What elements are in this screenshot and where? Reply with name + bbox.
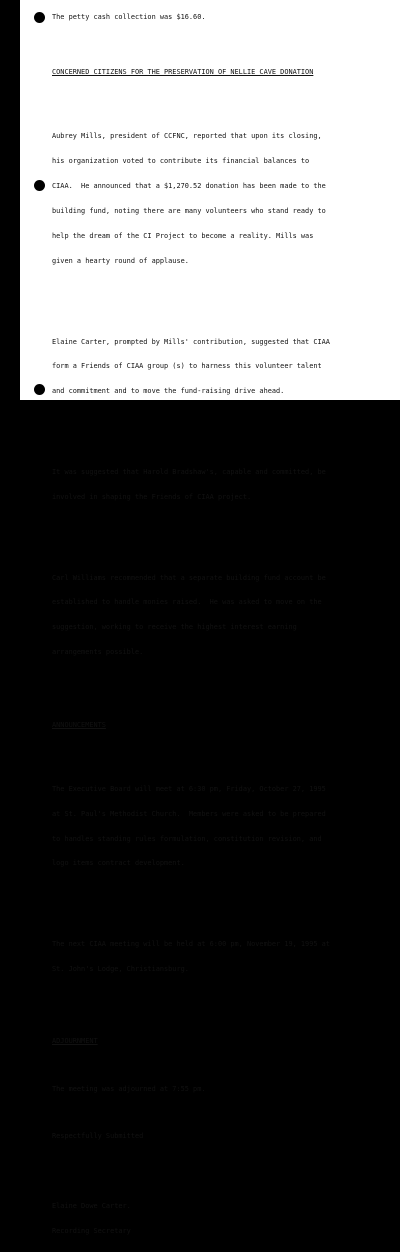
punch-hole-bottom <box>34 384 45 395</box>
paragraph-line: given a hearty round of applause. <box>52 256 189 265</box>
paragraph-line: established to handle monies raised. He was asked to move on the <box>52 598 322 607</box>
paragraph-line: logo items contract development. <box>52 859 185 868</box>
paragraph-williams <box>52 557 392 673</box>
section-heading-announcements: ANNOUNCEMENTS <box>52 720 106 729</box>
paragraph-line: Elaine Carter, prompted by Mills' contribution, suggested that CIAA <box>52 337 330 346</box>
paragraph-line: St. John's Lodge, Christiansburg. <box>52 964 189 973</box>
section-heading-donation: CONCERNED CITIZENS FOR THE PRESERVATION OF NELLIE CAVE DONATION <box>52 68 314 77</box>
paragraph-line: Aubrey Mills, president of CCFNC, reported that upon its closing, <box>52 132 322 141</box>
paragraph-line: suggestion, working to receive the highest interest earning <box>52 623 297 632</box>
paragraph-next-meeting <box>52 923 392 989</box>
paragraph-line: help the dream of the CI Project to become a reality. Mills was <box>52 232 314 241</box>
paragraph-carter-suggestion <box>52 321 392 412</box>
paragraph-line: CIAA. He announced that a $1,270.52 donation has been made to the <box>52 182 326 191</box>
paragraph-line: The Executive Board will meet at 6:30 pm, Friday, October 27, 1995 <box>52 784 326 793</box>
paragraph-bradshaw <box>52 451 392 517</box>
punch-hole-middle <box>34 180 45 191</box>
document-page <box>20 0 400 1236</box>
document-body <box>52 0 392 1252</box>
paragraph-line: building fund, noting there are many volunteers who stand ready to <box>52 207 326 216</box>
section-heading-adjournment: ADJOURNMENT <box>52 1037 98 1046</box>
paragraph-line: to handles standing rules formulation, constitution revision, and <box>52 834 322 843</box>
header-fragment: The petty cash collection was $16.60. <box>52 12 206 21</box>
punch-hole-top <box>34 12 45 23</box>
signer-name: Elaine Dowe Carter. <box>52 1202 131 1211</box>
paragraph-executive-board <box>52 768 392 884</box>
closing-text: Respectfully Submitted <box>52 1132 144 1141</box>
paragraph-line: The next CIAA meeting will be held at 6:00 pm, November 19, 1995 at <box>52 940 330 949</box>
paragraph-line: involved in shaping the Friends of CIAA project. <box>52 492 252 501</box>
paragraph-line: arrangements possible. <box>52 648 144 657</box>
paragraph-line: his organization voted to contribute its financial balances to <box>52 157 310 166</box>
paragraph-mills-report <box>52 116 392 282</box>
adjournment-text: The meeting was adjourned at 7:55 pm. <box>52 1084 206 1093</box>
paragraph-line: and commitment and to move the fund-raising drive ahead. <box>52 387 285 396</box>
signer-title: Recording Secretary <box>52 1227 131 1236</box>
paragraph-line: at St. Paul's Methodist Church. Members were asked to be prepared <box>52 809 326 818</box>
paragraph-line: It was suggested that Harold Bradshaw's, capable and committed, be <box>52 468 326 477</box>
paragraph-line: form a Friends of CIAA group (s) to harness this volunteer talent <box>52 362 322 371</box>
paragraph-line: Carl Williams recommended that a separate building fund account be <box>52 573 326 582</box>
